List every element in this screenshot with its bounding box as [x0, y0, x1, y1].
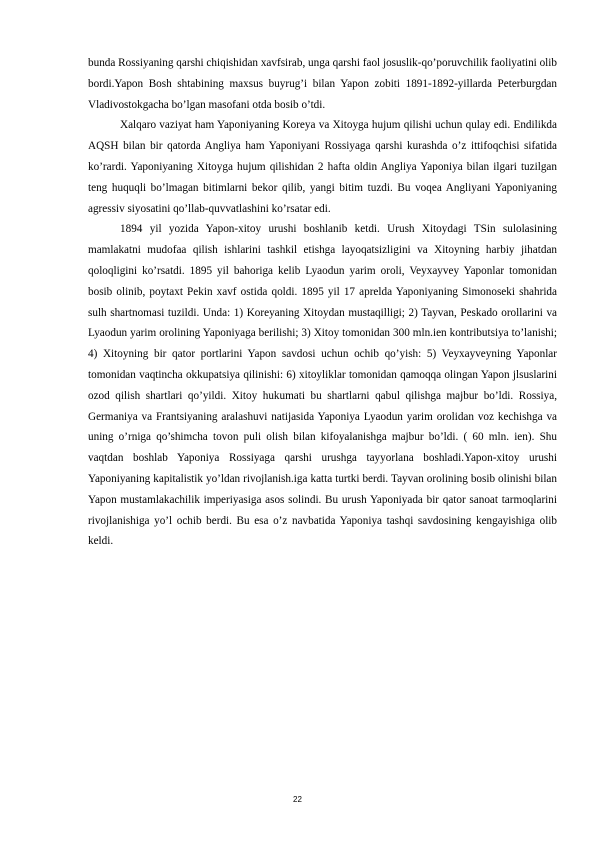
page-number: 22 — [293, 795, 302, 804]
paragraph: Xalqaro vaziyat ham Yaponiyaning Koreya va Xitoyga hujum qilishi uchun qulay edi. Endilikda AQSH bilan bir qatorda Angliya ham Yaponiyani Rossiyaga qarshi kurashda o’z ittifoqchisi sifatida ko’rardi. Yaponiyaning Xitoyga hujum qilishidan 2 hafta oldin Angliya Yaponiya bilan ilgari tuzilgan teng huquqli bo’lmagan bitimlarni bekor qilib, yangi bitim tuzdi. Bu voqea Angliyani Yaponiyaning agressiv siyosatini qo’llab-quvvatlashini ko’rsatar edi. — [88, 119, 557, 215]
paragraph: bunda Rossiyaning qarshi chiqishidan xavfsirab, unga qarshi faol josuslik-qo’poruvchilik faoliyatini olib bordi.Yapon Bosh shtabining maxsus buyrug’i bilan Yapon zobiti 1891-1892-yillarda Peterburgdan Vladivostokgacha bo’lgan masofani otda bosib o’tdi. — [88, 57, 557, 111]
document-body — [88, 53, 557, 552]
paragraph: 1894 yil yozida Yapon-xitoy urushi boshlanib ketdi. Urush Xitoydagi TSin sulolasining mamlakatni mudofaa qilish ishlarini tashkil etishga layoqatsizligini va Xitoyning harbiy jihatdan qoloqligini ko’rsatdi. 1895 yil bahoriga kelib Lyaodun yarim oroli, Veyxayvey Yaponlar tomonidan bosib olinib, poytaxt Pekin xavf ostida qoldi. 1895 yil 17 aprelda Yaponiyaning Simonoseki shahrida sulh shartnomasi tuzildi. Unda: 1) Koreyaning Xitoydan mustaqilligi; 2) Tayvan, Peskado orollarini va Lyaodun yarim orolining Yaponiyaga berilishi; 3) Xitoy tomonidan 300 mln.ien kontributsiya to’lanishi; 4) Xitoyning bir qator portlarini Yapon savdosi uchun ochib qo’yish: 5) Veyxayveyning Yaponlar tomonidan vaqtincha okkupatsiya qilinishi: 6) xitoyliklar tomonidan qamoqqa olingan Yapon jlsuslarini ozod qilish shartlari qo’yildi. Xitoy hukumati bu shartlarni qabul qilishga majbur bo’ldi. Rossiya, Germaniya va Frantsiyaning aralashuvi natijasida Yaponiya Lyaodun yarim orolidan voz kechishga va uning o’rniga qo’shimcha tovon puli olish bilan kifoyalanishga majbur bo’ldi. ( 60 mln. ien). Shu vaqtdan boshlab Yaponiya Rossiyaga qarshi urushga tayyorlana boshladi.Yapon-xitoy urushi Yaponiyaning kapitalistik yo’ldan rivojlanish.iga katta turtki berdi. Tayvan orolining bosib olinishi bilan Yapon mustamlakachilik imperiyasiga asos solindi. Bu urush Yaponiyada bir qator sanoat tarmoqlarini rivojlanishiga yo’l ochib berdi. Bu esa o’z navbatida Yaponiya tashqi savdosining kengayishiga olib keldi. — [88, 223, 557, 548]
